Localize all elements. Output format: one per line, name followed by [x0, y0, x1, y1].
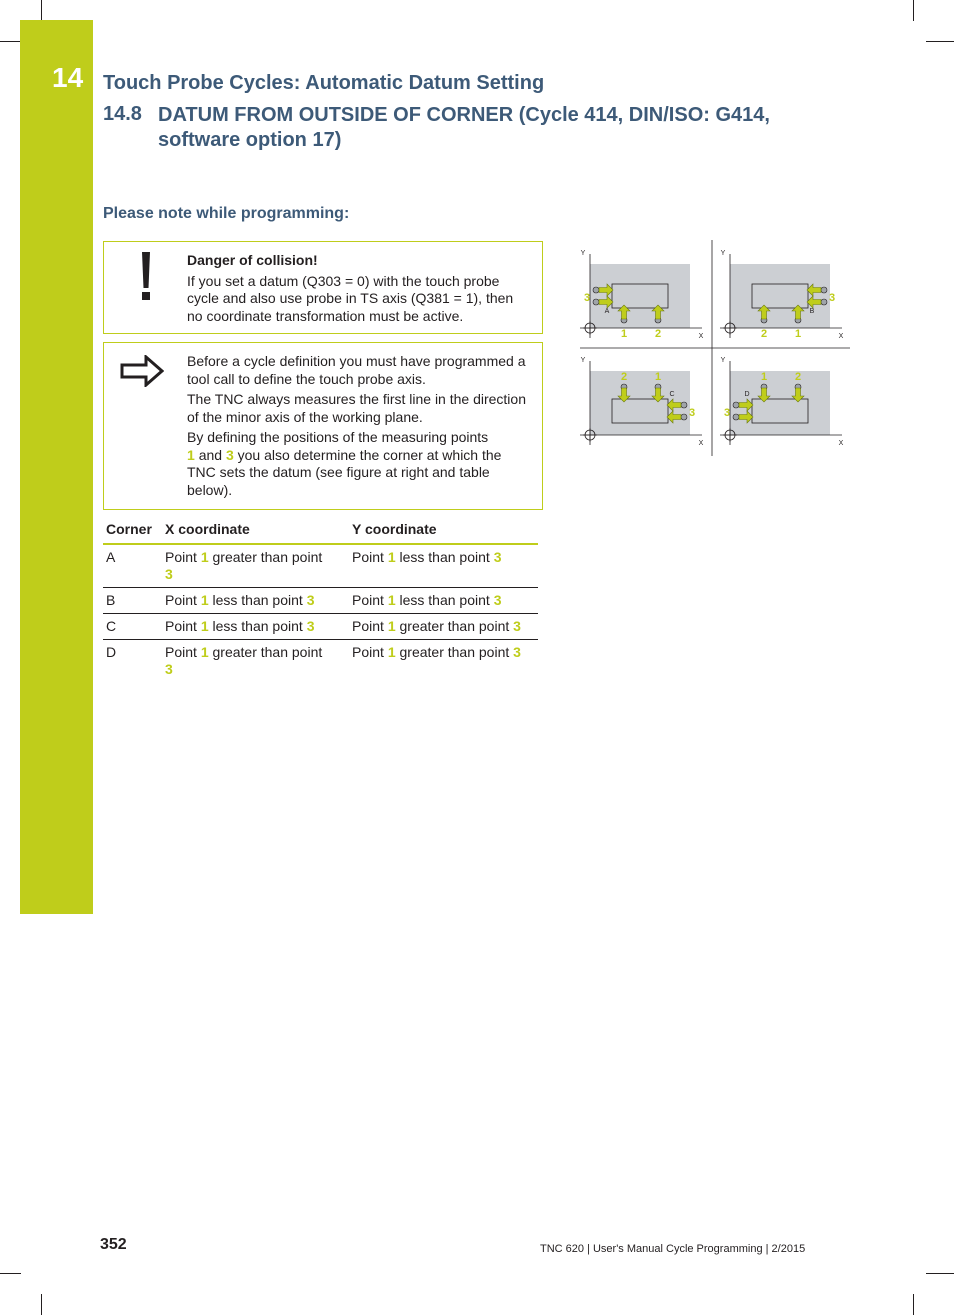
probe-point: [821, 287, 827, 293]
part-rectangle: [752, 399, 808, 423]
header-y: Y coordinate: [349, 518, 538, 544]
table-row: [103, 588, 538, 614]
warning-box: [103, 241, 543, 334]
point-label: 1: [794, 328, 802, 340]
corner-label: C: [669, 391, 675, 398]
cell-corner: A: [103, 544, 162, 588]
table-row: [103, 614, 538, 640]
y-axis-label: Y: [720, 357, 726, 364]
cell-corner: C: [103, 614, 162, 640]
warning-text: [187, 252, 532, 328]
point-label: 3: [583, 292, 591, 304]
note-text-run: By defining the positions of the measuring points: [187, 429, 489, 445]
cell-x: Point 1 greater than point 3: [162, 544, 349, 588]
point-label: 2: [654, 328, 662, 340]
probe-point: [733, 402, 739, 408]
x-axis-label: X: [838, 440, 844, 447]
corner-label: B: [809, 308, 815, 315]
warning-body: If you set a datum (Q303 = 0) with the touch probe cycle and also use probe in TS axis (Q381 = 1), then no coordinate transformation must be active.: [187, 272, 514, 324]
part-rectangle: [752, 284, 808, 308]
point-ref: 3: [225, 446, 234, 463]
point-label: 2: [760, 328, 768, 340]
cell-y: Point 1 greater than point 3: [349, 614, 538, 640]
point-label: 3: [828, 292, 836, 304]
page-number: 352: [100, 1236, 127, 1253]
cell-y: Point 1 greater than point 3: [352, 644, 521, 660]
corner-table: [103, 518, 538, 682]
point-label: 2: [620, 371, 628, 383]
note-paragraph: Before a cycle definition you must have programmed a tool call to define the touch probe axis.: [187, 353, 526, 387]
cell-corner: D: [106, 644, 117, 660]
crop-mark: [0, 1273, 21, 1274]
probe-point: [681, 414, 687, 420]
y-axis-label: Y: [580, 250, 586, 257]
probe-point: [681, 402, 687, 408]
crop-mark: [41, 1294, 42, 1315]
point-ref: 1: [187, 446, 195, 463]
header-corner: Corner: [103, 518, 162, 544]
crop-mark: [913, 1294, 914, 1315]
cell-x: Point 1 less than point 3: [162, 588, 349, 614]
part-rectangle: [612, 284, 668, 308]
crop-mark: [926, 41, 954, 42]
note-box: [103, 342, 543, 510]
chapter-number: 14: [52, 62, 84, 93]
x-axis-label: X: [698, 333, 704, 340]
note-text-run: you also determine the corner at which the TNC sets the datum (see figure at right and table below).: [187, 446, 502, 498]
section-number: 14.8: [103, 103, 142, 125]
point-label: 2: [794, 371, 802, 383]
x-axis-label: X: [838, 333, 844, 340]
probe-point: [593, 287, 599, 293]
crop-mark: [926, 1273, 954, 1274]
crop-mark: [41, 0, 42, 21]
note-text: [187, 353, 532, 502]
point-label: 1: [620, 328, 628, 340]
corner-label: D: [744, 391, 750, 398]
y-axis-label: Y: [580, 357, 586, 364]
x-axis-label: X: [698, 440, 704, 447]
section-title: DATUM FROM OUTSIDE OF CORNER (Cycle 414, DIN/ISO: G414, software option 17): [158, 104, 770, 151]
probe-point: [733, 414, 739, 420]
warning-title: Danger of collision!: [187, 252, 318, 268]
cell-x: Point 1 less than point 3: [162, 614, 349, 640]
cell-corner: B: [103, 588, 162, 614]
corner-label: A: [604, 308, 610, 315]
probe-point: [821, 299, 827, 305]
table-row: [103, 640, 538, 683]
subheading: Please note while programming:: [103, 205, 350, 222]
chapter-title: Touch Probe Cycles: Automatic Datum Setting: [103, 72, 545, 94]
note-text-run: and: [198, 446, 223, 463]
footer-doc-info: TNC 620 | User's Manual Cycle Programming | 2/2015: [540, 1243, 806, 1255]
corner-diagram: [570, 240, 850, 458]
cell-y: Point 1 less than point 3: [349, 544, 538, 588]
point-label: 1: [654, 371, 662, 383]
table-row: [103, 544, 538, 588]
probe-point: [593, 299, 599, 305]
crop-mark: [913, 0, 914, 21]
point-label: 1: [760, 371, 768, 383]
note-paragraph: [187, 429, 532, 499]
point-label: 3: [688, 407, 696, 419]
crop-mark: [0, 41, 21, 42]
point-label: 3: [723, 407, 731, 419]
exclamation-icon: [134, 252, 158, 302]
header-x: X coordinate: [162, 518, 349, 544]
arrow-right-icon: [120, 355, 164, 387]
cell-y: Point 1 less than point 3: [349, 588, 538, 614]
chapter-sidebar: [20, 20, 93, 914]
table-header-row: [103, 518, 538, 544]
y-axis-label: Y: [720, 250, 726, 257]
note-paragraph: The TNC always measures the first line in the direction of the minor axis of the working plane.: [187, 391, 526, 425]
cell-x: Point 1 greater than point 3: [165, 644, 323, 677]
part-rectangle: [612, 399, 668, 423]
